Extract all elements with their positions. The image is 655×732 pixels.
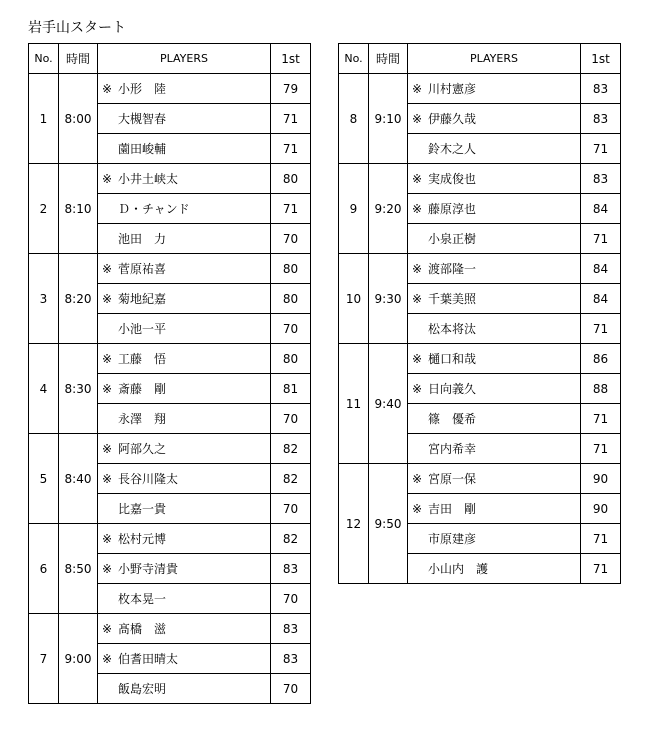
group-number: 4 (29, 344, 59, 434)
player-name: 川村憲彦 (428, 82, 477, 96)
player-cell (408, 284, 581, 314)
player-cell (408, 374, 581, 404)
player-cell (408, 554, 581, 584)
player-score: 83 (581, 164, 621, 194)
player-row (29, 524, 311, 554)
player-cell (98, 464, 271, 494)
tee-time: 8:10 (59, 164, 98, 254)
qualifier-mark: ※ (412, 82, 423, 96)
player-cell (98, 224, 271, 254)
player-name: 小山内 護 (428, 562, 489, 576)
player-row (29, 74, 311, 104)
player-cell (98, 404, 271, 434)
player-name: 篠 優希 (428, 412, 477, 426)
player-score: 84 (581, 284, 621, 314)
player-cell (408, 74, 581, 104)
qualifier-mark: ※ (102, 172, 113, 186)
player-score: 82 (271, 464, 311, 494)
player-score: 81 (271, 374, 311, 404)
tee-time: 8:00 (59, 74, 98, 164)
player-name: 飯島宏明 (118, 682, 167, 696)
player-cell (408, 314, 581, 344)
tee-time: 9:00 (59, 614, 98, 704)
player-cell (408, 134, 581, 164)
player-score: 70 (271, 494, 311, 524)
header-time: 時間 (59, 44, 98, 74)
qualifier-mark: ※ (102, 472, 113, 486)
group-number: 1 (29, 74, 59, 164)
player-row (29, 164, 311, 194)
player-name: 大槻智春 (118, 112, 167, 126)
player-score: 80 (271, 254, 311, 284)
player-cell (408, 164, 581, 194)
qualifier-mark: ※ (412, 292, 423, 306)
player-name: 伊藤久哉 (428, 112, 477, 126)
player-row (339, 464, 621, 494)
player-name: 鈴木之人 (428, 142, 477, 156)
player-name: 松本将汰 (428, 322, 477, 336)
player-score: 80 (271, 344, 311, 374)
tee-time: 9:20 (369, 164, 408, 254)
qualifier-mark: ※ (102, 292, 113, 306)
player-name: 渡部隆一 (428, 262, 477, 276)
player-name: 阿部久之 (118, 442, 167, 456)
player-name: 日向義久 (428, 382, 477, 396)
header-no: No. (29, 44, 59, 74)
header-row (339, 44, 621, 74)
qualifier-mark: ※ (102, 532, 113, 546)
group-number: 11 (339, 344, 369, 464)
player-row (29, 254, 311, 284)
player-name: 実成俊也 (428, 172, 477, 186)
player-score: 82 (271, 524, 311, 554)
player-cell (98, 134, 271, 164)
player-name: 小井土峡太 (118, 172, 179, 186)
qualifier-mark: ※ (412, 262, 423, 276)
player-cell (408, 104, 581, 134)
player-score: 70 (271, 314, 311, 344)
header-players: PLAYERS (408, 44, 581, 74)
header-round: 1st (581, 44, 621, 74)
player-score: 79 (271, 74, 311, 104)
player-name: 市原建彦 (428, 532, 477, 546)
player-score: 90 (581, 494, 621, 524)
player-cell (98, 674, 271, 704)
qualifier-mark: ※ (412, 502, 423, 516)
player-score: 71 (581, 434, 621, 464)
qualifier-mark: ※ (102, 262, 113, 276)
page-title: 岩手山スタート (28, 20, 126, 36)
player-name: 小形 陸 (118, 82, 167, 96)
player-row (339, 254, 621, 284)
player-name: 斎藤 剛 (118, 382, 167, 396)
player-name: 松村元博 (118, 532, 167, 546)
player-cell (98, 494, 271, 524)
pairings-table-left (28, 43, 311, 704)
player-name: 伯耆田晴太 (118, 652, 179, 666)
qualifier-mark: ※ (102, 352, 113, 366)
group-number: 3 (29, 254, 59, 344)
player-score: 84 (581, 254, 621, 284)
player-name: 工藤 悟 (118, 352, 167, 366)
player-score: 71 (581, 404, 621, 434)
tee-time: 9:10 (369, 74, 408, 164)
player-cell (408, 464, 581, 494)
player-score: 70 (271, 404, 311, 434)
player-score: 82 (271, 434, 311, 464)
player-cell (98, 614, 271, 644)
header-no: No. (339, 44, 369, 74)
player-cell (408, 254, 581, 284)
player-cell (98, 524, 271, 554)
player-cell (98, 344, 271, 374)
player-score: 90 (581, 464, 621, 494)
group-number: 5 (29, 434, 59, 524)
player-score: 71 (271, 104, 311, 134)
tee-time: 8:20 (59, 254, 98, 344)
player-cell (98, 104, 271, 134)
player-cell (98, 164, 271, 194)
player-score: 71 (581, 314, 621, 344)
player-name: 樋口和哉 (428, 352, 477, 366)
player-score: 83 (581, 104, 621, 134)
player-name: 髙橋 滋 (118, 622, 167, 636)
tee-time: 9:30 (369, 254, 408, 344)
player-cell (98, 554, 271, 584)
player-row (339, 344, 621, 374)
group-number: 6 (29, 524, 59, 614)
player-score: 84 (581, 194, 621, 224)
player-score: 80 (271, 164, 311, 194)
player-name: 池田 力 (118, 232, 167, 246)
player-score: 71 (271, 134, 311, 164)
player-name: 吉田 剛 (428, 502, 477, 516)
player-score: 70 (271, 224, 311, 254)
player-name: 菊地紀嘉 (118, 292, 167, 306)
group-number: 8 (339, 74, 369, 164)
qualifier-mark: ※ (412, 382, 423, 396)
header-round: 1st (271, 44, 311, 74)
player-row (339, 74, 621, 104)
player-cell (408, 404, 581, 434)
player-cell (408, 224, 581, 254)
qualifier-mark: ※ (102, 382, 113, 396)
player-cell (98, 374, 271, 404)
header-row (29, 44, 311, 74)
pairings-table-right (338, 43, 621, 584)
player-score: 71 (581, 524, 621, 554)
player-name: 小泉正樹 (428, 232, 477, 246)
player-cell (98, 254, 271, 284)
qualifier-mark: ※ (102, 82, 113, 96)
qualifier-mark: ※ (412, 172, 423, 186)
player-score: 86 (581, 344, 621, 374)
qualifier-mark: ※ (102, 622, 113, 636)
tee-time: 8:50 (59, 524, 98, 614)
player-score: 71 (581, 224, 621, 254)
header-time: 時間 (369, 44, 408, 74)
player-score: 70 (271, 584, 311, 614)
player-score: 71 (581, 554, 621, 584)
player-name: 小池一平 (118, 322, 167, 336)
group-number: 7 (29, 614, 59, 704)
tee-time: 8:30 (59, 344, 98, 434)
player-score: 83 (581, 74, 621, 104)
group-number: 9 (339, 164, 369, 254)
qualifier-mark: ※ (412, 352, 423, 366)
player-name: 小野寺清貴 (118, 562, 179, 576)
player-name: 宮原一保 (428, 472, 477, 486)
player-name: 長谷川隆太 (118, 472, 179, 486)
qualifier-mark: ※ (102, 562, 113, 576)
player-name: 枚本晃一 (118, 592, 167, 606)
player-row (339, 164, 621, 194)
player-row (29, 614, 311, 644)
player-name: 菅原祐喜 (118, 262, 167, 276)
player-score: 83 (271, 554, 311, 584)
tee-time: 8:40 (59, 434, 98, 524)
player-cell (408, 494, 581, 524)
group-number: 2 (29, 164, 59, 254)
player-cell (98, 434, 271, 464)
player-cell (98, 284, 271, 314)
player-cell (408, 344, 581, 374)
player-score: 80 (271, 284, 311, 314)
player-score: 71 (271, 194, 311, 224)
qualifier-mark: ※ (412, 202, 423, 216)
player-cell (408, 434, 581, 464)
group-number: 10 (339, 254, 369, 344)
player-name: 薗田峻輔 (118, 142, 167, 156)
player-row (29, 434, 311, 464)
qualifier-mark: ※ (412, 112, 423, 126)
group-number: 12 (339, 464, 369, 584)
player-name: 比嘉一貴 (118, 502, 167, 516)
player-cell (98, 194, 271, 224)
tee-time: 9:50 (369, 464, 408, 584)
player-score: 70 (271, 674, 311, 704)
player-name: 千葉美照 (428, 292, 477, 306)
player-score: 71 (581, 134, 621, 164)
player-name: 永澤 翔 (118, 412, 167, 426)
player-name: Ｄ・チャンド (118, 202, 190, 216)
player-score: 83 (271, 614, 311, 644)
player-name: 宮内希幸 (428, 442, 477, 456)
player-score: 88 (581, 374, 621, 404)
qualifier-mark: ※ (102, 652, 113, 666)
qualifier-mark: ※ (412, 472, 423, 486)
player-row (29, 344, 311, 374)
player-cell (98, 644, 271, 674)
player-score: 83 (271, 644, 311, 674)
player-cell (98, 584, 271, 614)
player-cell (98, 74, 271, 104)
player-cell (408, 524, 581, 554)
player-cell (98, 314, 271, 344)
header-players: PLAYERS (98, 44, 271, 74)
tee-time: 9:40 (369, 344, 408, 464)
player-cell (408, 194, 581, 224)
qualifier-mark: ※ (102, 442, 113, 456)
player-name: 藤原淳也 (428, 202, 477, 216)
